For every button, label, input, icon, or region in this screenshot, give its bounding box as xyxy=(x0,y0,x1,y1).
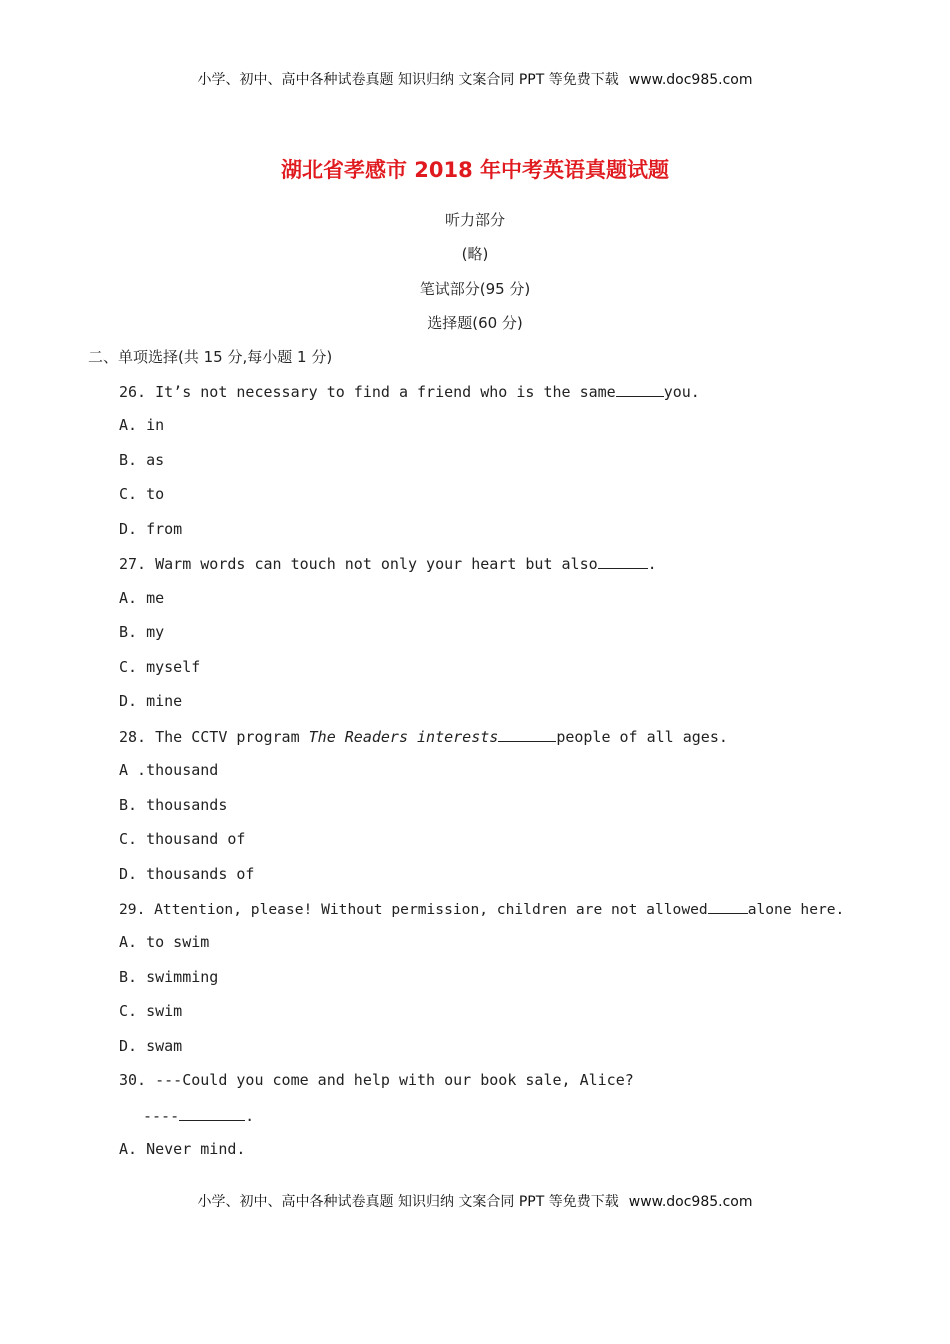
q29-stem: 29. Attention, please! Without permission, children are not allowed xyxy=(119,901,708,918)
question-26 xyxy=(119,382,700,401)
q27-stem-end: . xyxy=(647,555,657,573)
option: C. swim xyxy=(119,1002,183,1020)
document-title: 湖北省孝感市 2018 年中考英语真题试题 xyxy=(280,158,670,182)
question-30: 30. ---Could you come and help with our book sale, Alice? xyxy=(119,1071,634,1089)
option: A. in xyxy=(119,416,165,434)
part-heading: 二、单项选择(共 15 分,每小题 1 分) xyxy=(88,348,333,366)
section-omitted: (略) xyxy=(461,245,489,263)
option: A .thousand xyxy=(119,761,219,779)
option: C. to xyxy=(119,485,165,503)
q26-stem: 26. It’s not necessary to find a friend who is the same xyxy=(119,383,616,401)
footer-text: 小学、初中、高中各种试卷真题 知识归纳 文案合同 PPT 等免费下载 xyxy=(197,1194,619,1210)
option: C. thousand of xyxy=(119,830,246,848)
option: A. me xyxy=(119,589,165,607)
footer-site: www.doc985.com xyxy=(628,1194,753,1210)
q26-stem-end: you. xyxy=(663,383,700,401)
question-28 xyxy=(119,727,728,746)
option: D. mine xyxy=(119,692,183,710)
answer-blank xyxy=(598,554,648,569)
section-choice: 选择题(60 分) xyxy=(427,314,523,332)
section-listening: 听力部分 xyxy=(444,211,505,229)
q29-stem-end: alone here. xyxy=(747,901,845,918)
option: C. myself xyxy=(119,658,201,676)
question-29 xyxy=(119,899,844,918)
option: A. Never mind. xyxy=(119,1140,246,1158)
answer-blank xyxy=(708,899,748,914)
answer-blank xyxy=(616,382,664,397)
question-27 xyxy=(119,554,657,573)
answer-blank xyxy=(498,727,556,742)
option: B. thousands xyxy=(119,796,228,814)
option: D. from xyxy=(119,520,183,538)
q28-program-name: The Readers interests xyxy=(308,728,499,746)
q30-reply-dashes: ---- xyxy=(143,1107,180,1125)
option: B. as xyxy=(119,451,165,469)
page-footer xyxy=(0,1191,950,1211)
option: D. swam xyxy=(119,1037,183,1055)
q27-stem: 27. Warm words can touch not only your heart but also xyxy=(119,555,598,573)
option: B. swimming xyxy=(119,968,219,986)
answer-blank xyxy=(179,1106,245,1121)
option: A. to swim xyxy=(119,933,210,951)
question-30-reply xyxy=(143,1106,254,1125)
option: D. thousands of xyxy=(119,865,255,883)
q28-stem: 28. The CCTV program xyxy=(119,728,309,746)
q28-stem-end: people of all ages. xyxy=(556,728,728,746)
page-header xyxy=(0,69,950,89)
header-site: www.doc985.com xyxy=(628,72,753,88)
q30-reply-end: . xyxy=(245,1107,255,1125)
option: B. my xyxy=(119,623,165,641)
header-text: 小学、初中、高中各种试卷真题 知识归纳 文案合同 PPT 等免费下载 xyxy=(197,72,619,88)
section-written: 笔试部分(95 分) xyxy=(419,280,531,298)
